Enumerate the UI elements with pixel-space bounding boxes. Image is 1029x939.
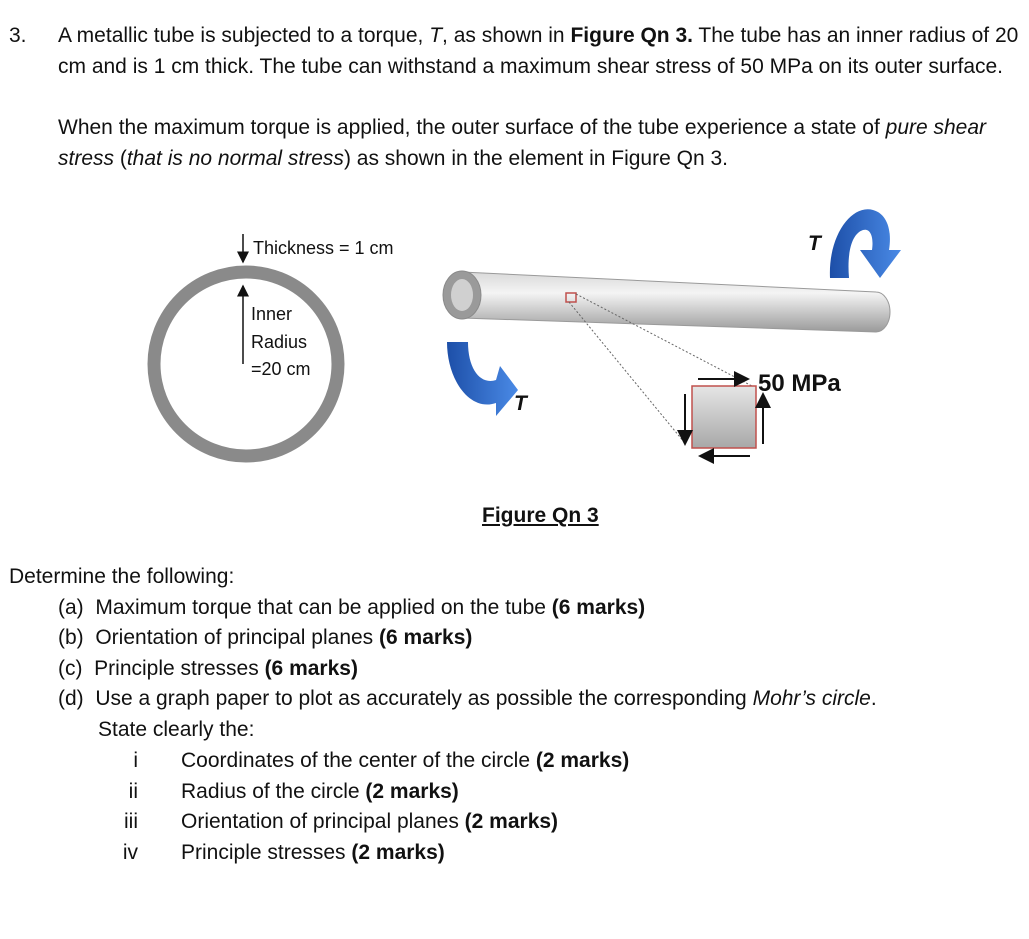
subitem-text: Orientation of principal planes (2 marks) [181,810,559,833]
inner-radius-label-1: Inner [251,304,293,324]
task-item: (a) Maximum torque that can be applied on the tube (6 marks) [58,596,646,619]
task-d-line2: State clearly the: [98,718,255,741]
torque-arrow-left [447,342,518,416]
subitem-number: iii [124,810,138,833]
task-item: (c) Principle stresses (6 marks) [58,657,358,680]
tasks-intro: Determine the following: [9,565,235,588]
stress-element [692,386,756,448]
tube-end-bore [451,279,473,311]
subitem-number: ii [128,780,138,803]
question-paragraph-2: When the maximum torque is applied, the outer surface of the tube experience a state of pure shear stress (that is no normal stress) as shown in the element in Figure Qn 3. [58,116,987,170]
stress-label: 50 MPa [758,370,841,397]
thickness-label: Thickness = 1 cm [253,238,394,258]
subitem-number: iv [122,841,138,864]
figure-caption: Figure Qn 3 [482,504,599,527]
inner-radius-label-3: =20 cm [251,359,311,379]
torque-symbol-left: T [514,392,527,415]
subitem-text: Principle stresses (2 marks) [181,841,445,864]
torque-arrow-right [830,209,901,278]
subitem-number: i [133,749,138,772]
subitem-text: Coordinates of the center of the circle (2 marks) [181,749,630,772]
tube-body [462,272,890,332]
question-number: 3. [9,24,27,47]
task-item: (b) Orientation of principal planes (6 marks) [58,626,473,649]
question-paragraph-1: A metallic tube is subjected to a torque, T, as shown in Figure Qn 3. The tube has an inner radius of 20 cm and is 1 cm thick. The tube can withstand a maximum shear stress of 50 MPa on its outer surface. [58,24,1019,78]
torque-symbol-right: T [808,232,821,255]
inner-radius-label-2: Radius [251,332,308,352]
figure-qn3 [0,190,1029,490]
task-item-d: (d) Use a graph paper to plot as accurately as possible the corresponding Mohr’s circle. [58,687,877,710]
subitem-text: Radius of the circle (2 marks) [181,780,459,803]
